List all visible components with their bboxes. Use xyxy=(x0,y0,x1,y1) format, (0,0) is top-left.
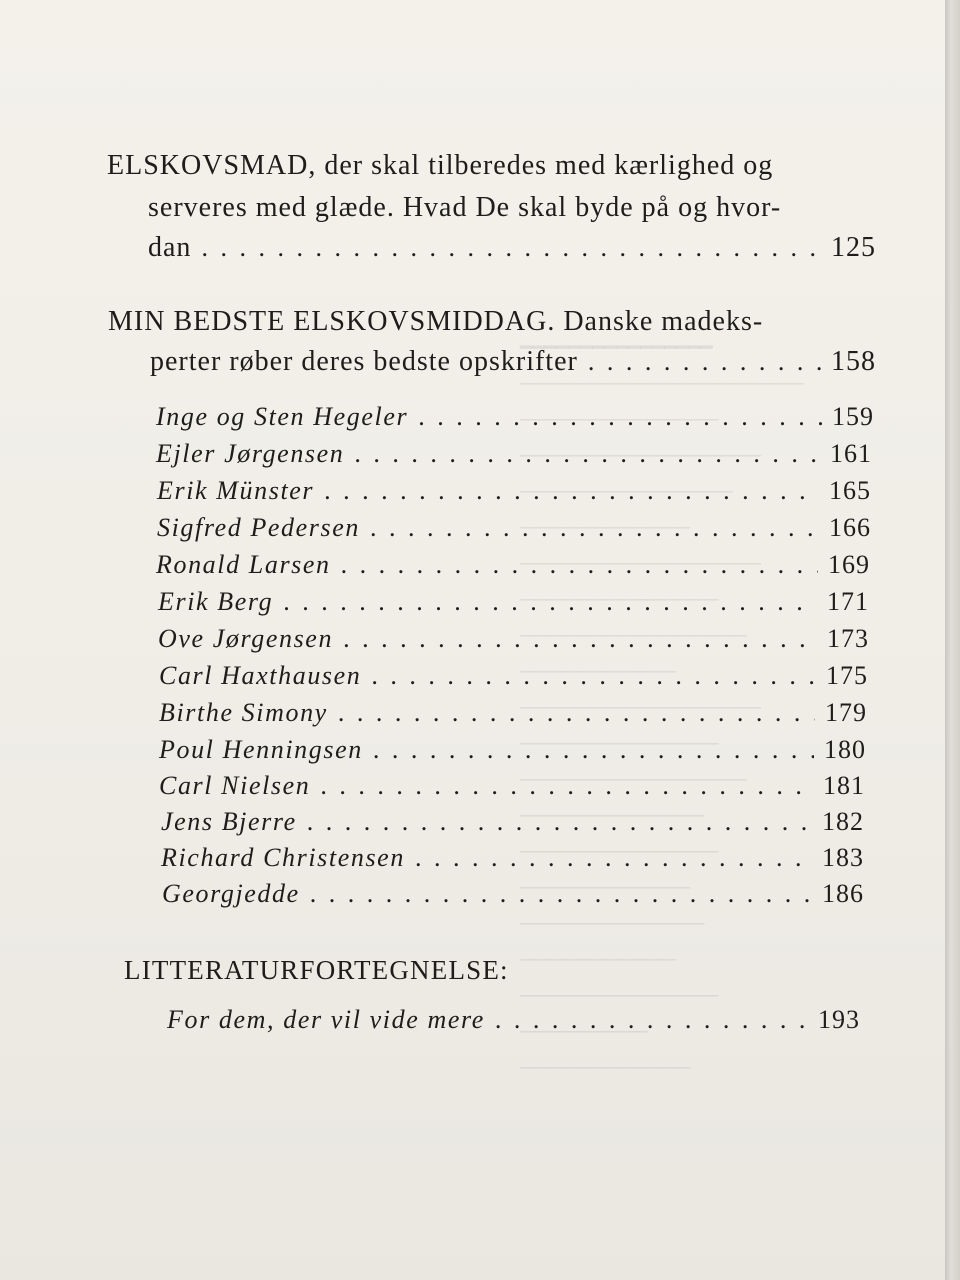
dot-leader xyxy=(495,1005,808,1035)
toc-subentry xyxy=(158,624,869,654)
toc-subentry xyxy=(159,771,865,801)
page-number: 169 xyxy=(828,550,870,579)
author-name: Jens Bjerre xyxy=(161,807,297,836)
page-number: 181 xyxy=(823,771,865,800)
toc-entry-text: dan xyxy=(148,232,192,263)
page-number: 165 xyxy=(829,476,871,505)
page-number: 182 xyxy=(822,807,864,836)
author-name: Carl Haxthausen xyxy=(159,661,362,690)
author-name: Carl Nielsen xyxy=(159,771,311,800)
page-number: 171 xyxy=(827,587,869,616)
toc-subentry xyxy=(156,402,874,432)
dot-leader xyxy=(283,587,817,617)
page-number: 179 xyxy=(825,698,867,727)
author-name: Erik Berg xyxy=(158,587,274,616)
toc-subentry xyxy=(156,550,870,580)
toc-subentry xyxy=(167,1005,860,1035)
page-number: 193 xyxy=(818,1005,860,1034)
dot-leader xyxy=(415,843,812,873)
toc-subentry xyxy=(159,661,868,691)
dot-leader xyxy=(201,233,821,263)
page-edge xyxy=(945,0,960,1280)
section-heading-litteraturfortegnelse: LITTERATURFORTEGNELSE: xyxy=(124,955,509,985)
toc-entry-text: perter røber deres bedste opskrifter xyxy=(150,346,578,377)
author-name: Georgjedde xyxy=(162,879,300,908)
toc-entry-elskovsmad-line2: serveres med glæde. Hvad De skal byde på og hvor- xyxy=(148,192,782,223)
dot-leader xyxy=(320,771,813,801)
dot-leader xyxy=(324,476,819,506)
author-name: Richard Christensen xyxy=(161,843,405,872)
show-through-texture: ━━━━━━━━━━━━━━━━ ──────────────────── ────────────── ───────────────── ─────────────── ──────────── ───────────────── ────────────── ──────────────── ─────────── ───────────────── ────────────── ──────────────── ───────────── ────────────── ──────────── ───────────── ─────────── ────────────── ───────── ──────────── xyxy=(520,337,804,1079)
toc-entry-min-bedste-line1: MIN BEDSTE ELSKOVSMIDDAG. Danske madeks- xyxy=(108,306,764,337)
author-name: Ronald Larsen xyxy=(156,550,331,579)
toc-subentry xyxy=(161,807,864,837)
dot-leader xyxy=(373,735,814,765)
author-name: Ejler Jørgensen xyxy=(156,439,345,468)
toc-subentry xyxy=(162,879,864,909)
page-number: 173 xyxy=(827,624,869,653)
author-name: Poul Henningsen xyxy=(159,735,363,764)
page-number: 158 xyxy=(831,346,876,377)
author-name: Sigfred Pedersen xyxy=(157,513,360,542)
page-number: 159 xyxy=(832,402,874,431)
dot-leader xyxy=(370,513,819,543)
dot-leader xyxy=(338,698,815,728)
dot-leader xyxy=(588,347,821,377)
dot-leader xyxy=(418,402,822,432)
author-name: Birthe Simony xyxy=(159,698,328,727)
page-number: 180 xyxy=(824,735,866,764)
dot-leader xyxy=(371,661,816,691)
toc-subentry xyxy=(161,843,864,873)
toc-entry-elskovsmad-line1: ELSKOVSMAD, der skal tilberedes med kærlighed og xyxy=(107,150,774,181)
author-name: Erik Münster xyxy=(157,476,315,505)
page-number: 186 xyxy=(822,879,864,908)
dot-leader xyxy=(343,624,817,654)
entry-title: For dem, der vil vide mere xyxy=(167,1005,485,1034)
dot-leader xyxy=(307,807,812,837)
page-number: 175 xyxy=(826,661,868,690)
toc-entry-min-bedste-line2 xyxy=(150,346,876,378)
page-number: 161 xyxy=(830,439,872,468)
dot-leader xyxy=(354,439,820,469)
toc-subentry xyxy=(159,735,866,765)
toc-subentry xyxy=(157,476,871,506)
toc-entry-elskovsmad-line3 xyxy=(148,232,876,264)
toc-subentry xyxy=(157,513,871,543)
toc-subentry xyxy=(158,587,869,617)
page-number: 125 xyxy=(831,232,876,263)
toc-subentry xyxy=(156,439,872,469)
dot-leader xyxy=(341,550,818,580)
author-name: Ove Jørgensen xyxy=(158,624,334,653)
page-number: 183 xyxy=(822,843,864,872)
dot-leader xyxy=(310,879,812,909)
page-number: 166 xyxy=(829,513,871,542)
author-name: Inge og Sten Hegeler xyxy=(156,402,409,431)
toc-subentry xyxy=(159,698,867,728)
